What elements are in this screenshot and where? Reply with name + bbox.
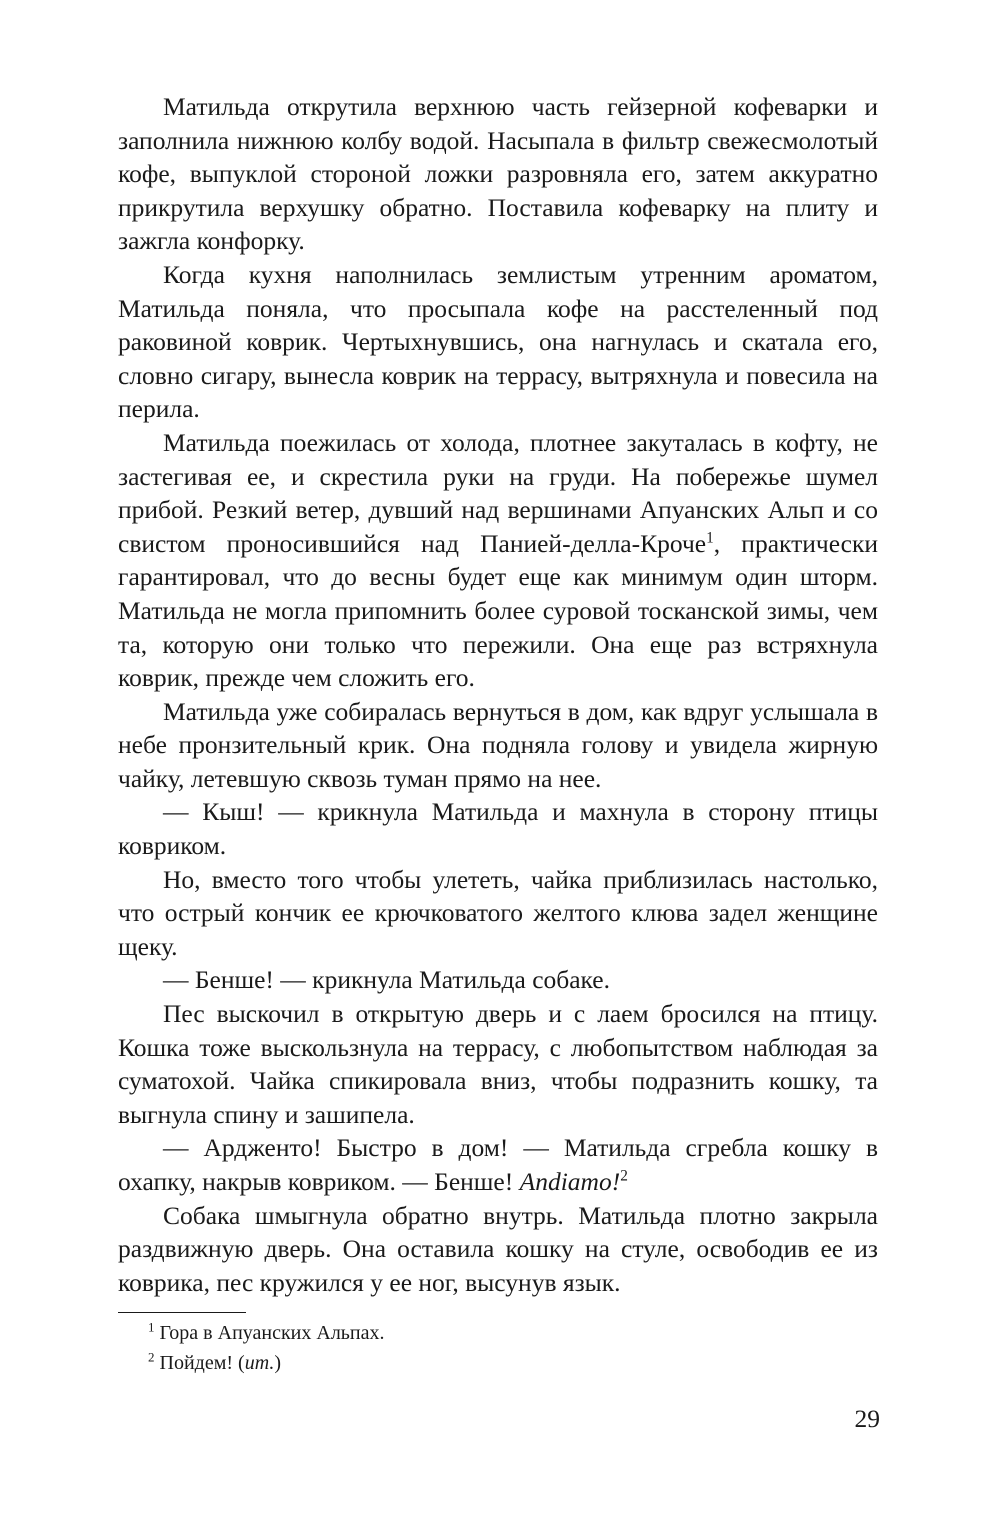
paragraph: Когда кухня наполнилась землистым утренним ароматом, Матильда поняла, что просыпала кофе на расстеленный под раковиной коврик. Чертыхнувшись, она нагнулась и скатала его, словно сигару, вынесла коврик на террасу, вытряхнула и повесила на перила. (118, 259, 878, 424)
paragraph: — Кыш! — крикнула Матильда и махнула в сторону птицы ковриком. (118, 797, 878, 861)
italic-phrase: Andiamo! (519, 1167, 621, 1196)
paragraph (118, 426, 878, 695)
footnote-mark: 2 (148, 1349, 155, 1365)
footnote-divider (118, 1312, 246, 1313)
paragraph: — Бенше! — крикнула Матильда собаке. (163, 965, 610, 995)
footnote-italic: ит. (244, 1352, 275, 1374)
paragraph (118, 1131, 878, 1198)
footnote-reference[interactable]: 1 (706, 529, 714, 547)
paragraph: Матильда уже собиралась вернуться в дом, как вдруг услышала в небе пронзительный крик. Она подняла голову и увидела жирную чайку, летевшую сквозь туман прямо на нее. (118, 696, 878, 793)
footnote-text: Пойдем! ( (159, 1352, 245, 1374)
footnotes (148, 1318, 848, 1378)
paragraph-text: , практически гарантировал, что до весны будет еще как минимум один шторм. Матильда не могла припомнить более суровой тосканской зимы, чем та, которую они только что пережили. Она еще раз встряхнула коврик, прежде чем сложить его. (118, 528, 878, 693)
page-body (118, 90, 878, 1299)
footnote (148, 1318, 848, 1348)
paragraph: Но, вместо того чтобы улететь, чайка приблизилась настолько, что острый кончик ее крючковатого желтого клюва задел женщине щеку. (118, 864, 878, 961)
footnote (148, 1348, 848, 1378)
footnote-mark: 1 (148, 1319, 155, 1335)
page-number: 29 (854, 1404, 880, 1433)
paragraph-text: Матильда поежилась от холода, плотнее закуталась в кофту, не застегивая ее, и скрестила руки на груди. На побережье шумел прибой. Резкий ветер, дувший над вершинами Апуанских Альп и со свистом проносившийся над Панией-делла-Кроче (118, 427, 878, 558)
paragraph-text: — Ардженто! Быстро в дом! — Матильда сгребла кошку в охапку, накрыв ковриком. — Бенше! (118, 1133, 878, 1196)
paragraph: Матильда открутила верхнюю часть гейзерной кофеварки и заполнила нижнюю колбу водой. Насыпала в фильтр свежесмолотый кофе, выпуклой стороной ложки разровняла его, затем аккуратно прикрутила верхушку обратно. Поставила кофеварку на плиту и зажгла конфорку. (118, 92, 878, 256)
paragraph: Собака шмыгнула обратно внутрь. Матильда плотно закрыла раздвижную дверь. Она оставила кошку на стуле, освободив ее из коврика, пес кружился у ее ног, высунув язык. (118, 1200, 878, 1297)
paragraph: Пес выскочил в открытую дверь и с лаем бросился на птицу. Кошка тоже выскользнула на террасу, с любопытством наблюдая за суматохой. Чайка спикировала вниз, чтобы подразнить кошку, та выгнула спину и зашипела. (118, 999, 878, 1129)
footnote-reference[interactable]: 2 (620, 1167, 628, 1185)
footnote-text: Гора в Апуанских Альпах. (159, 1322, 385, 1344)
footnote-text-end: ) (274, 1352, 282, 1374)
